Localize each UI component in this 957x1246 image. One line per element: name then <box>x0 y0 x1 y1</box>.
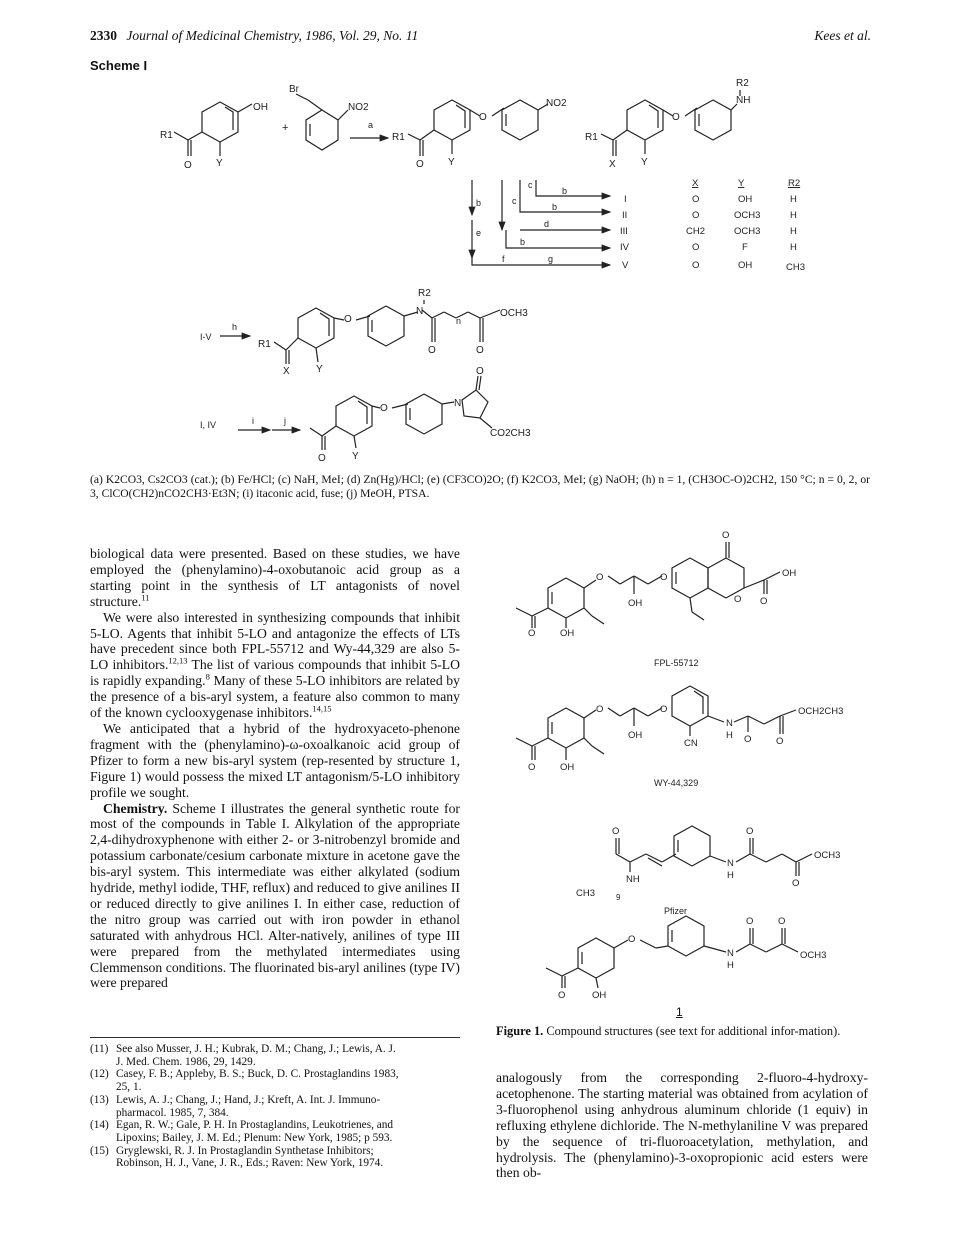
compound-fpl-55712 <box>516 530 796 668</box>
h-label: H <box>727 870 734 881</box>
step-b-label: b <box>562 186 568 196</box>
n-label: N <box>727 858 734 869</box>
oh-label: OH <box>560 762 575 773</box>
o-label: O <box>596 704 604 715</box>
br-label: Br <box>289 84 299 95</box>
o-label: O <box>628 934 636 945</box>
o-label: O <box>660 572 668 583</box>
och3-label: OCH3 <box>500 308 528 319</box>
no2-label: NO2 <box>348 102 369 113</box>
o-label: O <box>722 530 730 541</box>
nh-label: NH <box>736 95 751 106</box>
text: We were also interested in synthesizing compounds that inhibit 5-LO. Agents that inhibit 5-LO and antagonize the effects of LTs have precedent since both FPL-55712 and Wy-44,329 are also 5-LO inhibitors. <box>90 609 460 673</box>
step-b-label: b <box>552 202 558 212</box>
figure-label: Figure 1. <box>496 1024 544 1038</box>
n-label: N <box>454 398 462 409</box>
footnote-number: (11) <box>90 1043 109 1055</box>
table-cell: H <box>790 242 797 253</box>
compound-number-label: 1 <box>676 1005 683 1019</box>
text: biological data were presented. Based on these studies, we have employed the (phenylamino)-4-oxobutanoic acid group as a starting point in the synthesis of LT antagonists of novel structure. <box>90 546 460 609</box>
step-f-label: f <box>502 254 505 264</box>
paragraph: analogously from the corresponding 2-fluoro-4-hydroxy-acetophenone. The starting material was obtained from acylation of 3-fluorophenol using anhydrous aluminum chloride (1 equiv) in refluxing ethylene dichloride. The N-methylaniline V was prepared by the sequence of tri-fluoroacetylation, methylation, and hydrolysis. The (phenylamino)-3-oxopropionic acid esters were then ob- <box>496 1070 868 1181</box>
left-column <box>90 546 460 991</box>
n-label: N <box>727 948 734 959</box>
o-label: O <box>184 160 192 171</box>
step-h-label: h <box>232 322 238 332</box>
compound-pfizer <box>576 826 840 916</box>
reactant-nitrobenzyl-bromide <box>289 84 369 150</box>
step-c-label: c <box>512 196 517 206</box>
oh-label: OH <box>560 628 575 639</box>
footnote <box>90 1145 460 1158</box>
y-label: Y <box>316 364 323 375</box>
y-label: Y <box>448 157 455 168</box>
table-cell: OCH3 <box>734 226 761 237</box>
o-label: O <box>734 594 742 605</box>
no2-label: NO2 <box>546 98 567 109</box>
paragraph <box>90 801 460 992</box>
o-label: O <box>476 366 484 377</box>
section-heading: Chemistry. <box>103 800 168 816</box>
o-label: O <box>416 159 424 170</box>
running-header-authors: Kees et al. <box>814 28 871 43</box>
r1-label: R1 <box>392 132 405 143</box>
och3-label: OCH3 <box>814 850 841 861</box>
table-cell: OH <box>738 260 753 271</box>
x-label: X <box>283 366 290 377</box>
o-label: O <box>760 596 768 607</box>
step-j-label: j <box>284 416 286 426</box>
h-label: H <box>727 960 734 971</box>
r1-label: R1 <box>160 130 173 141</box>
table-row-id: I <box>624 194 627 205</box>
footnote <box>90 1043 460 1056</box>
footnote <box>90 1094 460 1107</box>
footnote-text: Robinson, H. J., Vane, J. R., Eds.; Raven: New York, 1974. <box>116 1157 384 1170</box>
intermediate-nitro-bisaryl <box>392 98 567 170</box>
table-cell: H <box>790 226 797 237</box>
o-label: O <box>612 826 620 837</box>
reference-mark: 14,15 <box>312 703 332 714</box>
paragraph: We anticipated that a hybrid of the hydroxyaceto-phenone fragment with the (phenylamino)-ω-oxoalkanoic acid group of Pfizer to form a new bis-aryl system (rep-resented by structure 1, Figure 1) would possess the mixed LT antagonism/5-LO inhibitory profile we sought. <box>90 720 460 800</box>
page-number: 2330 <box>90 28 117 43</box>
o-label: O <box>428 345 436 356</box>
o-label: O <box>344 314 352 325</box>
cn-label: CN <box>684 738 698 749</box>
o-label: O <box>558 990 566 1001</box>
footnote-number: (12) <box>90 1068 109 1081</box>
table-cell: O <box>692 260 700 271</box>
o-label: O <box>479 112 487 123</box>
o-label: O <box>660 704 668 715</box>
y-label: Y <box>641 157 648 168</box>
r2-label: R2 <box>736 78 749 89</box>
y-label: Y <box>352 451 359 462</box>
x-label: X <box>609 159 616 170</box>
figure-1-structures <box>480 520 900 1020</box>
oh-label: OH <box>592 990 607 1001</box>
table-row-id: IV <box>620 242 629 253</box>
r1-label: R1 <box>585 132 598 143</box>
reactant-hydroxyphenone <box>160 102 268 171</box>
o-label: O <box>744 734 752 745</box>
o-label: O <box>776 736 784 747</box>
o-label: O <box>746 916 754 927</box>
o-label: O <box>746 826 754 837</box>
n-label: N <box>416 306 424 317</box>
table-cell: O <box>692 194 700 205</box>
step-a-label: a <box>368 120 374 130</box>
h-label: H <box>726 730 733 741</box>
table-cell: O <box>692 210 700 221</box>
paragraph <box>90 610 460 721</box>
r2-label: R2 <box>418 288 431 299</box>
n-label: N <box>726 718 733 729</box>
compound-name: Pfizer <box>664 906 688 916</box>
o-label: O <box>318 453 326 464</box>
figure-caption <box>496 1024 868 1038</box>
step-c-label: c <box>528 180 533 190</box>
table-row-id: II <box>622 210 628 221</box>
table-header-x: X <box>692 178 699 189</box>
footnote-rule <box>90 1037 460 1038</box>
footnote-text: Lewis, A. J.; Chang, J.; Hand, J.; Kreft, A. Int. J. Immuno- <box>116 1093 381 1106</box>
table-cell: F <box>742 242 748 253</box>
footnote-text: J. Med. Chem. 1986, 29, 1429. <box>116 1055 256 1068</box>
compound-name: WY-44,329 <box>654 778 699 788</box>
reference-mark: 12,13 <box>168 655 188 666</box>
paragraph <box>90 546 460 610</box>
o-label: O <box>672 112 680 123</box>
nh-label: NH <box>626 874 640 885</box>
reaction-routes <box>472 180 610 265</box>
compound-name: FPL-55712 <box>654 658 699 668</box>
step-ij-row <box>200 366 531 464</box>
oh-label: OH <box>628 598 643 609</box>
reference-mark: 11 <box>141 592 150 603</box>
o-label: O <box>778 916 786 927</box>
figure-caption-text: Compound structures (see text for additional infor-mation). <box>543 1024 841 1038</box>
product-aniline <box>585 78 750 170</box>
step-i-label: i <box>252 416 254 426</box>
journal-citation: Journal of Medicinal Chemistry, 1986, Vol. 29, No. 11 <box>126 28 419 43</box>
table-cell: H <box>790 194 797 205</box>
scheme-caption: (a) K2CO3, Cs2CO3 (cat.); (b) Fe/HCl; (c) NaH, MeI; (d) Zn(Hg)/HCl; (e) (CF3CO)2O; (f) K2CO3, MeI; (g) NaOH; (h) n = 1, (CH3OC-O)2CH2, 150 °C; n = 0, 2, or 3, ClCO(CH2)nCO2CH3·Et3N; (i) itaconic acid, fuse; (j) MeOH, PTSA. <box>90 473 870 500</box>
substituent-table <box>620 178 805 273</box>
table-cell: CH2 <box>686 226 706 237</box>
table-cell: CH3 <box>786 262 806 273</box>
step-b-label: b <box>476 198 482 208</box>
oh-label: OH <box>782 568 797 579</box>
o-label: O <box>528 762 536 773</box>
o-label: O <box>528 628 536 639</box>
oh-label: OH <box>628 730 643 741</box>
footnote-text: pharmacol. 1985, 7, 384. <box>116 1106 229 1119</box>
r1-label: R1 <box>258 339 271 350</box>
text: Scheme I illustrates the general synthetic route for most of the compounds in Table I. Alkylation of the appropriate 2,4-dihydroxyphenone with either 2- or 3-nitrobenzyl bromide and potassium carbonate/cesium carbonate mixture in acetone gave the bis-aryl system. This intermediate was either alkylated (sodium hydride, methyl iodide, THF, reflux) and reduced to give anilines II or reduced directly to give anilines I. In either case, reduction of the nitro group was carried out with iron powder in ethanol saturated with anhydrous HCl. Alter-natively, anilines of type III were prepared from the methylated intermediates using Clemmenson conditions. The fluorinated bis-aryl anilines (type IV) were prepared <box>90 800 460 991</box>
compound-range-label: I, IV <box>200 420 217 430</box>
table-cell: OH <box>738 194 753 205</box>
footnote <box>90 1119 460 1132</box>
step-g-label: g <box>548 254 554 264</box>
footnote-text: 25, 1. <box>116 1081 142 1094</box>
scheme-diagram <box>0 0 957 470</box>
table-header-r2: R2 <box>788 178 801 189</box>
table-cell: H <box>790 210 797 221</box>
table-cell: OCH3 <box>734 210 761 221</box>
compound-range-label: I-V <box>200 332 212 342</box>
compound-wy-44329 <box>516 686 843 788</box>
footnote <box>90 1068 460 1081</box>
scheme-title: Scheme I <box>90 58 148 73</box>
plus-sign: + <box>282 122 289 134</box>
o-label: O <box>476 345 484 356</box>
table-cell: O <box>692 242 700 253</box>
o-label: O <box>792 878 800 889</box>
o-label: O <box>596 572 604 583</box>
oh-label: OH <box>253 102 268 113</box>
compound-1 <box>546 916 826 1001</box>
footnote-number: (14) <box>90 1119 109 1132</box>
footnote-number: (13) <box>90 1093 109 1106</box>
step-h-row <box>200 288 528 377</box>
footnote-text: Egan, R. W.; Gale, P. H. In Prostaglandins, Leukotrienes, and <box>116 1119 394 1132</box>
footnote-text: Gryglewski, R. J. In Prostaglandin Synthetase Inhibitors; <box>116 1144 374 1157</box>
table-header-y: Y <box>738 178 745 189</box>
reference-mark: 8 <box>205 671 210 682</box>
table-row-id: III <box>620 226 628 237</box>
text: The list of various compounds that inhibit 5-LO is rapidly expanding. <box>90 657 460 689</box>
o-label: O <box>380 403 388 414</box>
right-column <box>496 1070 868 1181</box>
co2ch3-label: CO2CH3 <box>490 428 531 439</box>
och3-label: OCH3 <box>800 950 827 961</box>
ch3-label: CH3 <box>576 888 596 899</box>
text: Many of these 5-LO inhibitors are related by the presence of a bis-aryl system, a feature also common to many of the known cyclooxygenase inhibitors. <box>90 673 460 721</box>
step-d-label: d <box>544 219 550 229</box>
chain-length-label: 9 <box>616 893 621 902</box>
footnotes <box>90 1043 460 1170</box>
y-label: Y <box>216 158 223 169</box>
footnote-text: Lipoxins; Bailey, J. M. Ed.; Plenum: New York, 1985; p 593. <box>116 1131 393 1144</box>
footnote-text: Casey, F. B.; Appleby, B. S.; Buck, D. C. Prostaglandins 1983, <box>116 1068 399 1081</box>
och2ch3-label: OCH2CH3 <box>798 706 844 717</box>
step-b-label: b <box>520 237 526 247</box>
n-subscript-label: n <box>456 316 462 326</box>
footnote-number: (15) <box>90 1144 109 1157</box>
table-row-id: V <box>622 260 629 271</box>
footnote-text: See also Musser, J. H.; Kubrak, D. M.; Chang, J.; Lewis, A. J. <box>116 1043 396 1055</box>
step-e-label: e <box>476 228 482 238</box>
